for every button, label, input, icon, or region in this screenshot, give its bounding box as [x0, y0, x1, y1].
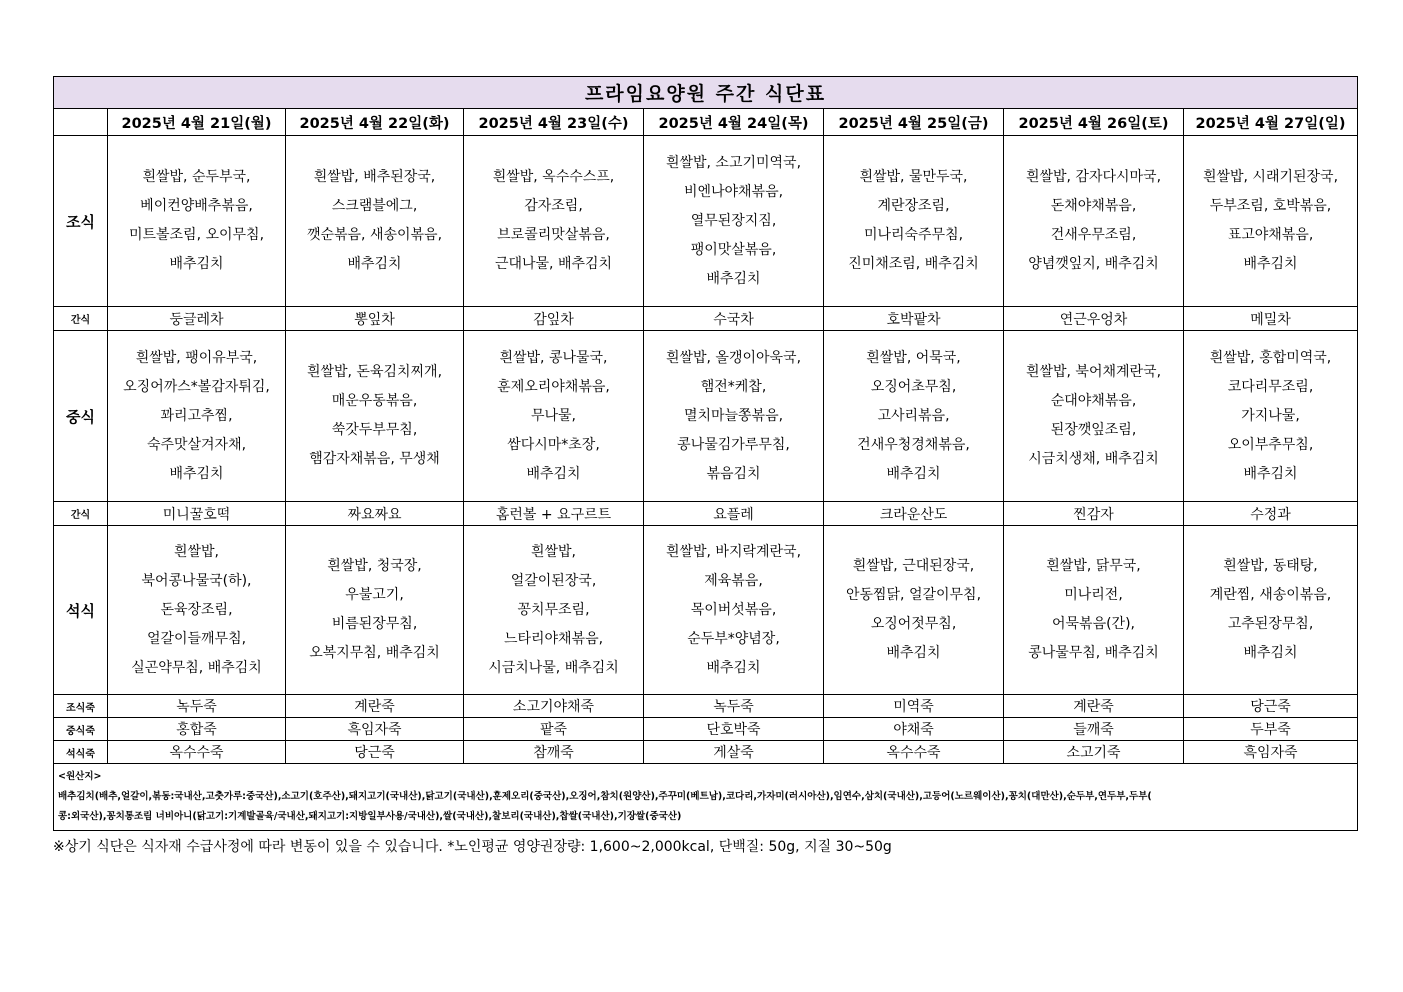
snack-label: 간식 — [54, 307, 108, 331]
porridge-cell: 옥수수죽 — [824, 741, 1004, 764]
menu-item-line: 흰쌀밥, 팽이유부국, — [135, 349, 258, 366]
snack-cell: 연근우엉차 — [1004, 307, 1184, 331]
menu-item-line: 오징어초무침, — [870, 378, 957, 395]
menu-item-line: 흰쌀밥, — [530, 543, 577, 560]
lunch-menu-cell — [286, 331, 464, 502]
menu-item-line: 훈제오리야채볶음, — [497, 378, 610, 395]
porridge-dinner-label: 석식죽 — [54, 741, 108, 764]
snack-cell: 홈런볼 + 요구르트 — [464, 502, 644, 526]
menu-item-line: 스크램블에그, — [331, 198, 418, 214]
date-header-row — [54, 109, 1358, 136]
porridge-cell: 녹두죽 — [644, 695, 824, 718]
menu-item-line: 된장깻잎조림, — [1050, 422, 1137, 438]
menu-item-line: 매운우동볶음, — [331, 393, 418, 409]
menu-item-line: 감자조림, — [524, 198, 583, 214]
menu-item-line: 흰쌀밥, 소고기미역국, — [665, 154, 802, 171]
dinner-menu-cell — [1004, 526, 1184, 695]
menu-item-line: 배추김치 — [1243, 465, 1298, 482]
menu-item-line: 팽이맛살볶음, — [690, 241, 777, 258]
porridge-cell: 소고기야채죽 — [464, 695, 644, 718]
menu-item-line: 배추김치 — [886, 465, 941, 482]
menu-item-line: 비름된장무침, — [331, 616, 418, 632]
menu-item-line: 제육볶음, — [704, 572, 763, 589]
menu-item-line: 시금치나물, 배추김치 — [488, 659, 619, 676]
menu-item-line: 오복지무침, 배추김치 — [309, 645, 440, 661]
menu-item-line: 미트볼조림, 오이무침, — [128, 227, 265, 243]
dinner-label: 석식 — [54, 526, 108, 695]
snack-cell: 미니꿀호떡 — [108, 502, 286, 526]
origin-line: 배추김치(배추,얼갈이,볶동:국내산,고춧가루:중국산),소고기(호주산),돼지고기(국내산),닭고기(국내산),훈제오리(중국산),오징어,참치(원양산),주꾸미(베트남),코다리,가자미(러시아산),임연수,삼치(국내산),고등어(노르웨이산),꽁치(대만산),순두부,연두부,두부( — [58, 791, 1152, 802]
menu-item-line: 꽁치무조림, — [517, 601, 590, 618]
menu-item-line: 순대야채볶음, — [1050, 393, 1137, 409]
menu-item-line: 북어콩나물국(하), — [141, 572, 252, 589]
corner-cell — [54, 109, 108, 136]
snack-cell: 요플레 — [644, 502, 824, 526]
menu-item-line: 계란찜, 새송이볶음, — [1209, 587, 1332, 603]
menu-item-line: 얼갈이된장국, — [510, 572, 597, 589]
snack-cell: 메밀차 — [1184, 307, 1358, 331]
afternoon-snack-row — [54, 502, 1358, 526]
menu-item-line: 코다리무조림, — [1227, 378, 1314, 395]
menu-item-line: 돈채야채볶음, — [1050, 198, 1137, 214]
menu-item-line: 흰쌀밥, 바지락계란국, — [665, 543, 802, 560]
menu-item-line: 흰쌀밥, 북어채계란국, — [1025, 364, 1162, 380]
menu-item-line: 흰쌀밥, 어묵국, — [866, 349, 961, 366]
menu-item-line: 햄감자채볶음, 무생채 — [309, 451, 440, 467]
date-header: 2025년 4월 26일(토) — [1004, 109, 1184, 136]
menu-item-line: 표고야채볶음, — [1227, 227, 1314, 243]
footer-note: ※상기 식단은 식자재 수급사정에 따라 변동이 있을 수 있습니다. *노인평균 영양권장량: 1,600~2,000kcal, 단백질: 50g, 지질 30~50g — [53, 839, 892, 855]
porridge-cell: 당근죽 — [1184, 695, 1358, 718]
snack-cell: 둥글레차 — [108, 307, 286, 331]
porridge-cell: 단호박죽 — [644, 718, 824, 741]
menu-item-line: 비엔나야채볶음, — [683, 183, 784, 200]
origin-line: 콩:외국산),꽁치통조림 너비아니(닭고기:기계발골육/국내산,돼지고기:지방일부사용/국내산),쌀(국내산),찰보리(국내산),찹쌀(국내산),기장쌀(중국산) — [58, 811, 682, 822]
dinner-row — [54, 526, 1358, 695]
date-header: 2025년 4월 23일(수) — [464, 109, 644, 136]
menu-item-line: 흰쌀밥, 청국장, — [327, 558, 422, 574]
menu-item-line: 베이컨양배추볶음, — [140, 198, 253, 214]
menu-item-line: 콩나물김가루무침, — [677, 436, 790, 453]
snack-cell: 수국차 — [644, 307, 824, 331]
menu-item-line: 배추김치 — [1243, 256, 1298, 272]
porridge-cell: 야채죽 — [824, 718, 1004, 741]
breakfast-menu-cell — [824, 136, 1004, 307]
menu-item-line: 고사리볶음, — [877, 407, 950, 424]
menu-item-line: 배추김치 — [347, 256, 402, 272]
date-header: 2025년 4월 24일(목) — [644, 109, 824, 136]
menu-item-line: 오이부추무침, — [1227, 436, 1314, 453]
menu-item-line: 숙주맛살겨자채, — [146, 436, 247, 453]
menu-item-line: 흰쌀밥, 동태탕, — [1223, 558, 1318, 574]
breakfast-porridge-row — [54, 695, 1358, 718]
morning-snack-row — [54, 307, 1358, 331]
lunch-menu-cell — [644, 331, 824, 502]
menu-item-line: 깻순볶음, 새송이볶음, — [306, 227, 443, 243]
menu-item-line: 배추김치 — [706, 659, 761, 676]
menu-item-line: 순두부*양념장, — [687, 630, 780, 647]
menu-item-line: 배추김치 — [886, 645, 941, 661]
porridge-cell: 녹두죽 — [108, 695, 286, 718]
date-header: 2025년 4월 27일(일) — [1184, 109, 1358, 136]
porridge-cell: 당근죽 — [286, 741, 464, 764]
menu-item-line: 고추된장무침, — [1227, 616, 1314, 632]
menu-item-line: 쑥갓두부무침, — [331, 422, 418, 438]
menu-item-line: 양념깻잎지, 배추김치 — [1028, 256, 1159, 272]
menu-item-line: 가지나물, — [1241, 407, 1300, 424]
menu-item-line: 배추김치 — [169, 256, 224, 272]
title-row — [54, 77, 1358, 109]
porridge-cell: 미역죽 — [824, 695, 1004, 718]
origin-row — [54, 764, 1358, 831]
menu-item-line: 배추김치 — [1243, 645, 1298, 661]
lunch-row — [54, 331, 1358, 502]
porridge-cell: 참깨죽 — [464, 741, 644, 764]
menu-item-line: 흰쌀밥, 감자다시마국, — [1025, 169, 1162, 185]
lunch-menu-cell — [1184, 331, 1358, 502]
menu-item-line: 멸치마늘쫑볶음, — [683, 407, 784, 424]
porridge-cell: 두부죽 — [1184, 718, 1358, 741]
menu-item-line: 느타리야채볶음, — [503, 630, 604, 647]
breakfast-menu-cell — [108, 136, 286, 307]
dinner-porridge-row — [54, 741, 1358, 764]
menu-item-line: 두부조림, 호박볶음, — [1209, 198, 1332, 214]
snack-cell: 뽕잎차 — [286, 307, 464, 331]
snack-cell: 크라운산도 — [824, 502, 1004, 526]
origin-info — [54, 764, 1358, 831]
menu-item-line: 얼갈이들깨무침, — [146, 630, 247, 647]
lunch-menu-cell — [824, 331, 1004, 502]
menu-item-line: 돈육장조림, — [160, 601, 233, 618]
porridge-cell: 계란죽 — [1004, 695, 1184, 718]
porridge-cell: 옥수수죽 — [108, 741, 286, 764]
porridge-cell: 흑임자죽 — [1184, 741, 1358, 764]
menu-item-line: 오징어까스*볼감자튀김, — [123, 378, 270, 395]
dinner-menu-cell — [286, 526, 464, 695]
porridge-cell: 홍합죽 — [108, 718, 286, 741]
menu-item-line: 흰쌀밥, 콩나물국, — [499, 349, 608, 366]
menu-item-line: 미나리숙주무침, — [863, 227, 964, 243]
menu-item-line: 미나리전, — [1064, 587, 1123, 603]
menu-item-line: 건새우무조림, — [1050, 227, 1137, 243]
porridge-cell: 흑임자죽 — [286, 718, 464, 741]
lunch-menu-cell — [108, 331, 286, 502]
menu-item-line: 흰쌀밥, 시래기된장국, — [1202, 169, 1339, 185]
menu-item-line: 배추김치 — [706, 270, 761, 287]
menu-item-line: 흰쌀밥, 옥수수스프, — [492, 169, 615, 185]
menu-item-line: 배추김치 — [169, 465, 224, 482]
menu-item-line: 진미채조림, 배추김치 — [848, 256, 979, 272]
lunch-label: 중식 — [54, 331, 108, 502]
porridge-cell: 계란죽 — [286, 695, 464, 718]
menu-item-line: 열무된장지짐, — [690, 212, 777, 229]
snack-cell: 짜요짜요 — [286, 502, 464, 526]
menu-item-line: 오징어젓무침, — [870, 616, 957, 632]
menu-item-line: 목이버섯볶음, — [690, 601, 777, 618]
menu-item-line: 콩나물무침, 배추김치 — [1028, 645, 1159, 661]
breakfast-label: 조식 — [54, 136, 108, 307]
porridge-cell: 소고기죽 — [1004, 741, 1184, 764]
porridge-lunch-label: 중식죽 — [54, 718, 108, 741]
menu-item-line: 근대나물, 배추김치 — [494, 256, 613, 272]
lunch-porridge-row — [54, 718, 1358, 741]
dinner-menu-cell — [644, 526, 824, 695]
menu-item-line: 흰쌀밥, 순두부국, — [142, 169, 251, 185]
date-header: 2025년 4월 22일(화) — [286, 109, 464, 136]
menu-item-line: 흰쌀밥, 배추된장국, — [313, 169, 436, 185]
snack-label: 간식 — [54, 502, 108, 526]
menu-item-line: 흰쌀밥, 홍합미역국, — [1209, 349, 1332, 366]
breakfast-menu-cell — [286, 136, 464, 307]
snack-cell: 찐감자 — [1004, 502, 1184, 526]
menu-item-line: 시금치생채, 배추김치 — [1028, 451, 1159, 467]
porridge-cell: 게살죽 — [644, 741, 824, 764]
menu-item-line: 쌈다시마*초장, — [507, 436, 600, 453]
menu-item-line: 건새우청경채볶음, — [857, 436, 970, 453]
menu-item-line: 실곤약무침, 배추김치 — [131, 659, 262, 676]
menu-item-line: 계란장조림, — [877, 198, 950, 214]
dinner-menu-cell — [108, 526, 286, 695]
dinner-menu-cell — [1184, 526, 1358, 695]
menu-item-line: 흰쌀밥, — [173, 543, 220, 560]
dinner-menu-cell — [464, 526, 644, 695]
menu-item-line: 우불고기, — [345, 587, 404, 603]
porridge-cell: 팥죽 — [464, 718, 644, 741]
breakfast-menu-cell — [464, 136, 644, 307]
breakfast-menu-cell — [1184, 136, 1358, 307]
menu-item-line: 꽈리고추찜, — [160, 407, 233, 424]
menu-item-line: 볶음김치 — [706, 465, 761, 482]
snack-cell: 수정과 — [1184, 502, 1358, 526]
menu-item-line: 어묵볶음(간), — [1052, 616, 1135, 632]
breakfast-row — [54, 136, 1358, 307]
breakfast-menu-cell — [1004, 136, 1184, 307]
snack-cell: 호박팥차 — [824, 307, 1004, 331]
menu-item-line: 안동찜닭, 얼갈이무침, — [845, 587, 982, 603]
porridge-breakfast-label: 조식죽 — [54, 695, 108, 718]
date-header: 2025년 4월 25일(금) — [824, 109, 1004, 136]
breakfast-menu-cell — [644, 136, 824, 307]
menu-item-line: 햄전*케찹, — [700, 378, 767, 395]
menu-item-line: 흰쌀밥, 올갱이아욱국, — [665, 349, 802, 366]
page-title: 프라임요양원 주간 식단표 — [54, 77, 1358, 109]
menu-item-line: 무나물, — [530, 407, 577, 424]
menu-item-line: 흰쌀밥, 돈육김치찌개, — [306, 364, 443, 380]
menu-item-line: 배추김치 — [526, 465, 581, 482]
menu-item-line: 흰쌀밥, 물만두국, — [859, 169, 968, 185]
porridge-cell: 들깨죽 — [1004, 718, 1184, 741]
lunch-menu-cell — [464, 331, 644, 502]
menu-item-line: 브로콜리맛살볶음, — [497, 227, 610, 243]
origin-heading: <원산지> — [58, 771, 102, 782]
snack-cell: 감잎차 — [464, 307, 644, 331]
weekly-menu-table — [53, 76, 1358, 831]
dinner-menu-cell — [824, 526, 1004, 695]
menu-item-line: 흰쌀밥, 근대된장국, — [852, 558, 975, 574]
date-header: 2025년 4월 21일(월) — [108, 109, 286, 136]
menu-item-line: 흰쌀밥, 닭무국, — [1046, 558, 1141, 574]
lunch-menu-cell — [1004, 331, 1184, 502]
